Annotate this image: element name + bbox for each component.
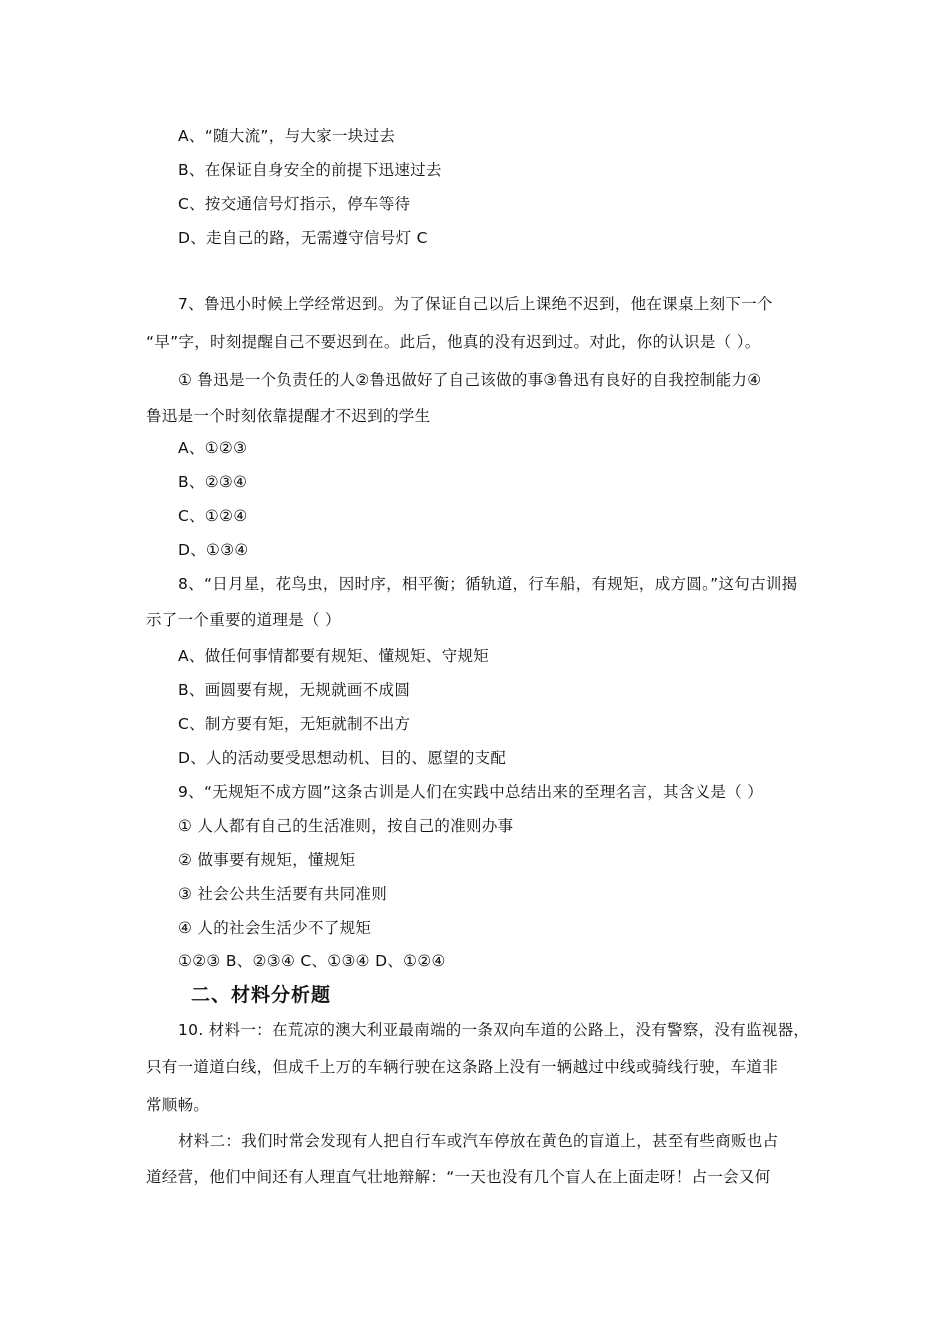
q8-stem-line1: 8、“日月星，花鸟虫，因时序，相平衡；循轨道，行车船，有规矩，成方圆。”这句古训揭 (178, 575, 798, 593)
q6-option-c: C、按交通信号灯指示，停车等待 (178, 195, 411, 213)
q8-option-c: C、制方要有矩，无矩就制不出方 (178, 715, 411, 733)
section-2-title: 二、材料分析题 (191, 984, 332, 1006)
q8-option-b: B、画圆要有规，无规就画不成圆 (178, 681, 411, 699)
q9-options: ①②③ B、②③④ C、①③④ D、①②④ (178, 952, 446, 970)
q9-statement-4: ④ 人的社会生活少不了规矩 (178, 919, 372, 937)
q7-statements-line2: 鲁迅是一个时刻依靠提醒才不迟到的学生 (146, 407, 431, 425)
q9-statement-2: ② 做事要有规矩，懂规矩 (178, 851, 356, 869)
q10-material1-line1: 10. 材料一：在荒凉的澳大利亚最南端的一条双向车道的公路上，没有警察，没有监视器， (178, 1021, 810, 1039)
q10-material2-line2: 道经营，他们中间还有人理直气壮地辩解：“一天也没有几个盲人在上面走呀！占一会又何 (146, 1168, 771, 1186)
q7-statements-line1: ① 鲁迅是一个负责任的人②鲁迅做好了自己该做的事③鲁迅有良好的自我控制能力④ (178, 371, 762, 389)
q9-statement-1: ① 人人都有自己的生活准则，按自己的准则办事 (178, 817, 514, 835)
q6-option-a: A、“随大流”，与大家一块过去 (178, 127, 396, 145)
q7-option-c: C、①②④ (178, 507, 248, 525)
q7-option-d: D、①③④ (178, 541, 249, 559)
q7-stem-line2: “早”字，时刻提醒自己不要迟到在。此后，他真的没有迟到过。对此，你的认识是（ ）。 (146, 333, 761, 351)
q6-option-d: D、走自己的路，无需遵守信号灯 C (178, 229, 428, 247)
q9-stem: 9、“无规矩不成方圆”这条古训是人们在实践中总结出来的至理名言，其含义是（ ） (178, 783, 764, 801)
q7-option-b: B、②③④ (178, 473, 248, 491)
q8-stem-line2: 示了一个重要的道理是（ ） (146, 611, 341, 629)
q10-material2-line1: 材料二：我们时常会发现有人把自行车或汽车停放在黄色的盲道上，甚至有些商贩也占 (178, 1132, 779, 1150)
q8-option-a: A、做任何事情都要有规矩、懂规矩、守规矩 (178, 647, 490, 665)
q9-statement-3: ③ 社会公共生活要有共同准则 (178, 885, 388, 903)
q7-option-a: A、①②③ (178, 439, 248, 457)
q7-stem-line1: 7、鲁迅小时候上学经常迟到。为了保证自己以后上课绝不迟到，他在课桌上刻下一个 (178, 295, 773, 313)
q10-material1-line3: 常顺畅。 (146, 1096, 210, 1114)
q10-material1-line2: 只有一道道白线，但成千上万的车辆行驶在这条路上没有一辆越过中线或骑线行驶，车道非 (146, 1058, 779, 1076)
q6-option-b: B、在保证自身安全的前提下迅速过去 (178, 161, 442, 179)
q8-option-d: D、人的活动要受思想动机、目的、愿望的支配 (178, 749, 507, 767)
